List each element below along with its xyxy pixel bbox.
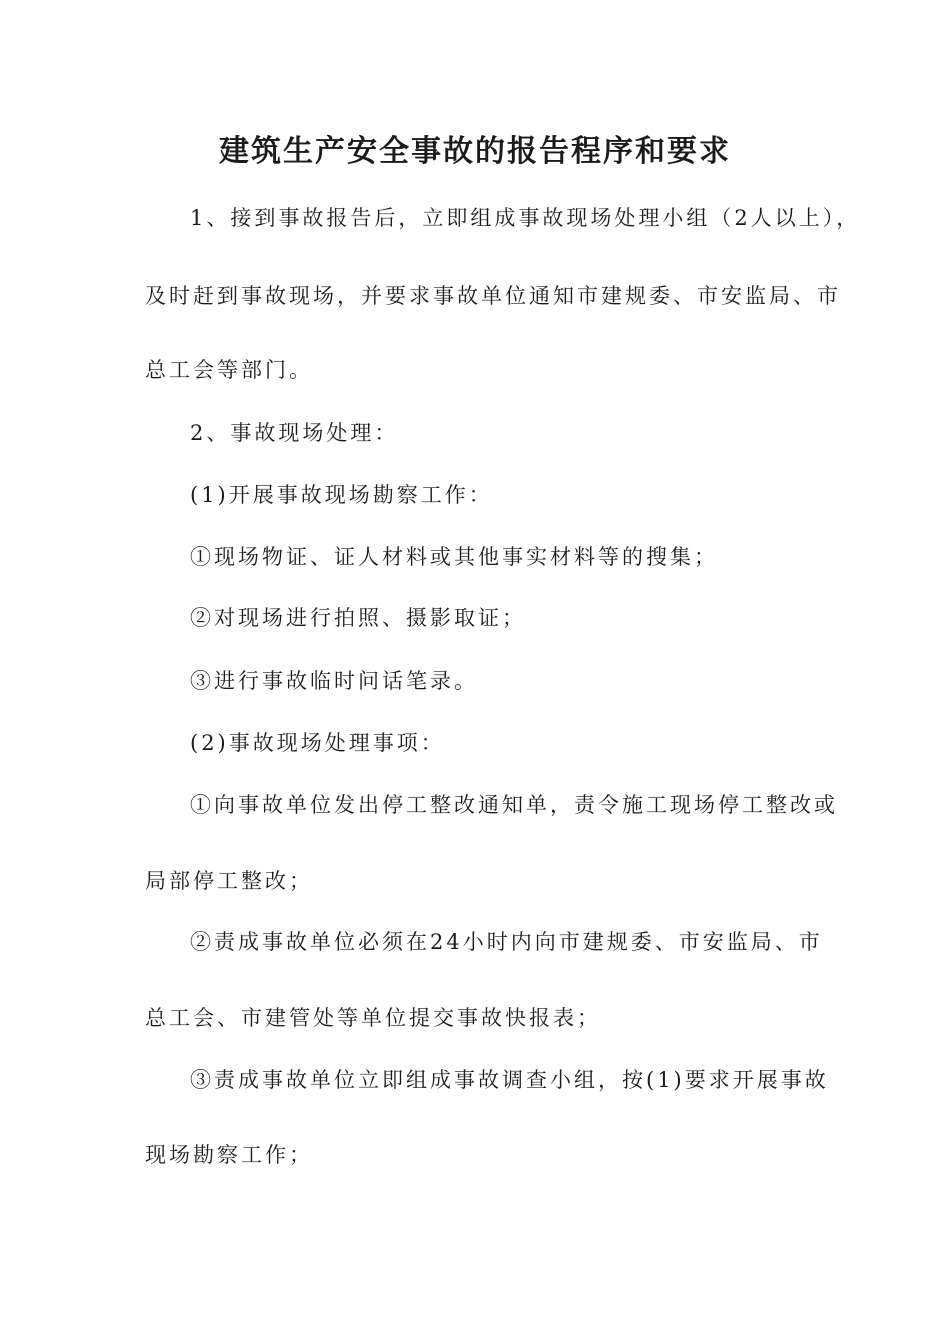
paragraph-line: ①向事故单位发出停工整改通知单，责令施工现场停工整改或	[190, 793, 838, 817]
paragraph-line: 1、接到事故报告后，立即组成事故现场处理小组（2人以上），	[190, 206, 861, 230]
paragraph-line: (2)事故现场处理事项：	[190, 731, 445, 755]
document-title: 建筑生产安全事故的报告程序和要求	[219, 134, 731, 169]
paragraph-line: 及时赶到事故现场，并要求事故单位通知市建规委、市安监局、市	[145, 284, 841, 308]
paragraph-line: 现场勘察工作；	[145, 1143, 313, 1167]
paragraph-line: ①现场物证、证人材料或其他事实材料等的搜集；	[190, 545, 718, 569]
paragraph-line: 总工会等部门。	[145, 358, 313, 382]
paragraph-line: 总工会、市建管处等单位提交事故快报表；	[145, 1006, 601, 1030]
paragraph-line: ②对现场进行拍照、摄影取证；	[190, 606, 526, 630]
paragraph-line: (1)开展事故现场勘察工作：	[190, 483, 493, 507]
paragraph-line: ③责成事故单位立即组成事故调查小组，按(1)要求开展事故	[190, 1068, 829, 1092]
paragraph-line: ③进行事故临时问话笔录。	[190, 669, 478, 693]
paragraph-line: 2、事故现场处理：	[190, 421, 399, 445]
paragraph-line: 局部停工整改；	[145, 869, 313, 893]
paragraph-line: ②责成事故单位必须在24小时内向市建规委、市安监局、市	[190, 930, 823, 954]
